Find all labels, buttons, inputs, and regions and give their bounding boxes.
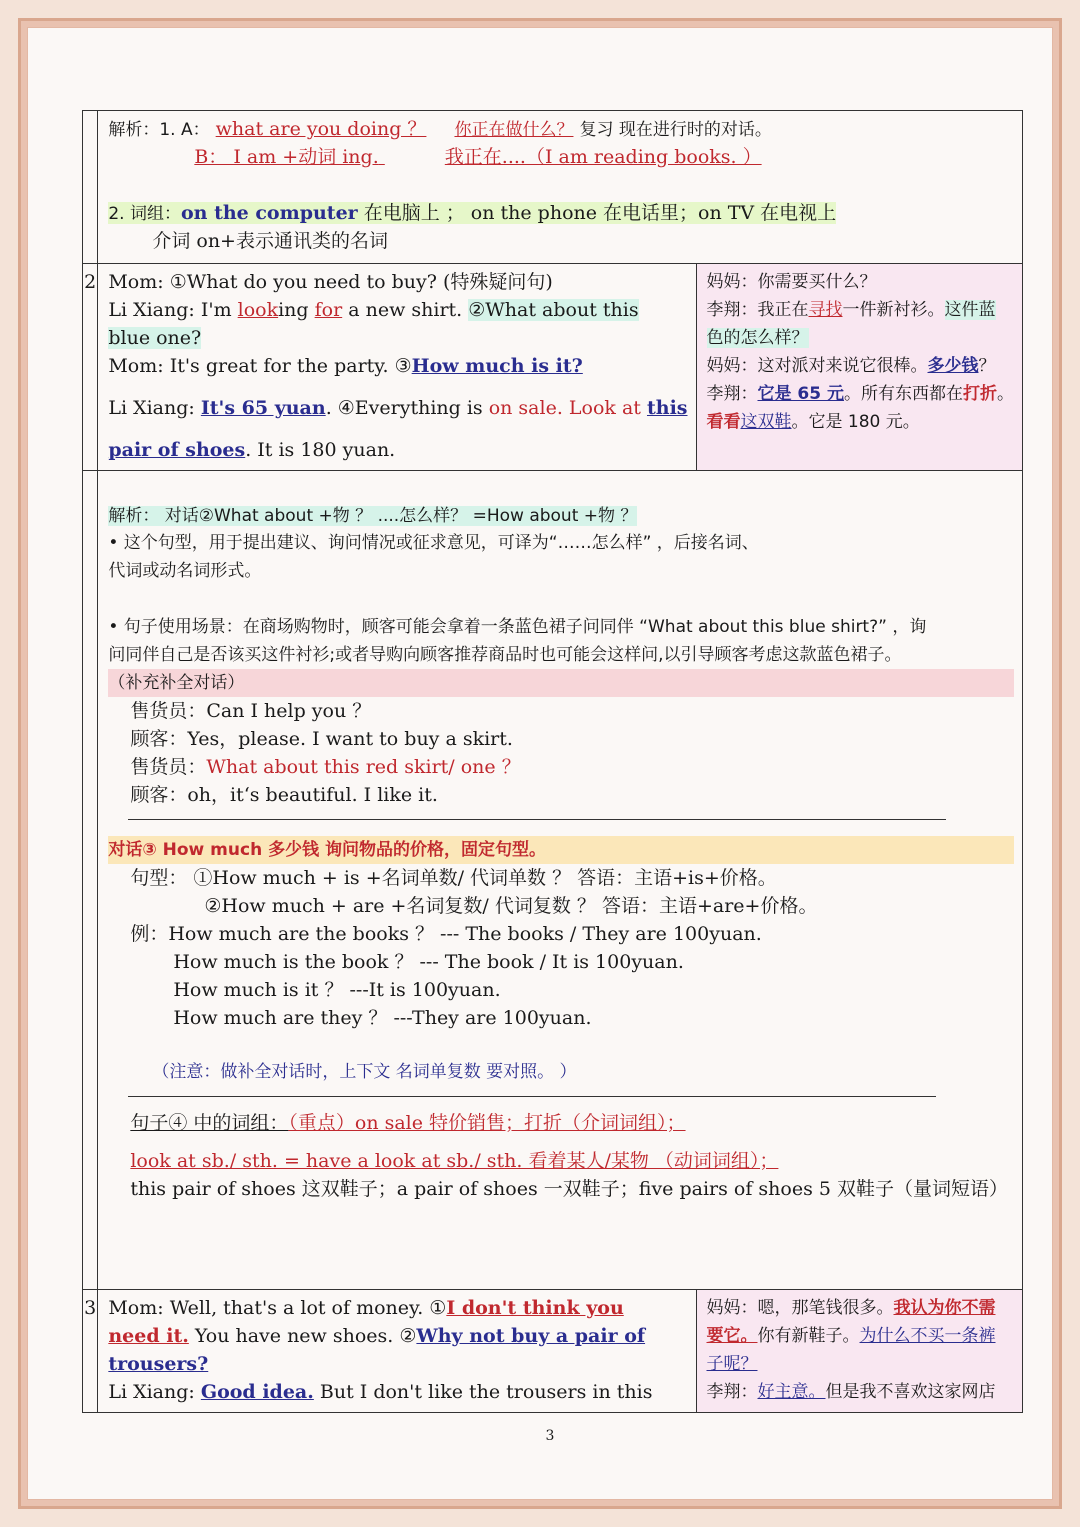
zh-everything: 。所有东西都在 xyxy=(844,384,963,404)
page-number: 3 xyxy=(545,1428,555,1444)
d3-line-3 xyxy=(108,1350,687,1378)
dialogue3-zh-cell xyxy=(696,1290,1023,1413)
question-translation: 你正在做什么？ xyxy=(454,120,574,140)
page-frame xyxy=(18,18,1062,1509)
i-dont-think: I don't think you xyxy=(446,1297,624,1319)
on-sale-phrase: （重点）on sale 特价销售；打折（介词词组）； xyxy=(288,1112,686,1134)
analysis-cell-2 xyxy=(98,471,1023,1290)
zh-65-yuan: 它是 65 元 xyxy=(757,384,844,404)
look-at: . Look at xyxy=(556,397,647,419)
row-number-empty xyxy=(83,111,98,264)
example-2: How much is the book ？ --- The book / It is 100yuan. xyxy=(173,951,684,973)
dialogue-line-5 xyxy=(108,394,687,422)
marker-1: ① xyxy=(429,1297,447,1319)
scenario-line-1: • 句子使用场景：在商场购物时，顾客可能会拿着一条蓝色裙子问同伴 “What about this blue shirt?” ，询 xyxy=(108,617,927,637)
marker-2: ② xyxy=(399,1325,417,1347)
clerk-line-1: 售货员：Can I help you ？ xyxy=(130,700,372,722)
zh-li-xiang: 李翔： xyxy=(706,1382,758,1402)
customer-line-2: 顾客：oh，it‘s beautiful. I like it. xyxy=(130,784,438,806)
text-new-shirt: a new shirt. xyxy=(342,299,469,321)
word-look: look xyxy=(237,299,279,321)
example-3: How much is it ？ ---It is 100yuan. xyxy=(173,979,501,1001)
zh-period: 。 xyxy=(997,384,1014,404)
zh-on-sale: 打折 xyxy=(963,384,997,404)
zh-trousers: 子呢？ xyxy=(706,1354,758,1374)
analysis-row-2 xyxy=(83,471,1023,1290)
what-about-red-skirt: What about this red skirt/ one ？ xyxy=(206,756,521,778)
dialogue-line-1: Mom: ①What do you need to buy? (特殊疑问句) xyxy=(108,271,553,293)
worksheet xyxy=(82,110,1023,1413)
dialogue-line-4 xyxy=(108,352,687,380)
phrase-on-computer: on the computer xyxy=(180,202,358,224)
speaker-li-xiang: Li Xiang: I'm xyxy=(108,299,238,321)
zh-line-5 xyxy=(707,380,1015,408)
pattern-1: 句型： ①How much + is +名词单数/ 代词单数 ？ 答语：主语+is+价格。 xyxy=(130,867,777,889)
zh-look-at: 看看 xyxy=(706,412,741,432)
d3-line-4 xyxy=(108,1378,687,1406)
answer-example: 我正在....（I am reading books. ） xyxy=(444,146,762,168)
speaker-li-xiang-2: Li Xiang: xyxy=(108,397,201,419)
need-it: need it. xyxy=(108,1325,189,1347)
zh-mom-great: 妈妈：这对派对来说它很棒。 xyxy=(706,356,928,376)
dialogue3-en-cell xyxy=(98,1290,696,1413)
row-number-3: 3 xyxy=(83,1290,98,1413)
row-number: 2 xyxy=(83,264,98,471)
phrase-4-label: 句子④ 中的词组： xyxy=(130,1112,289,1134)
analysis1-line1 xyxy=(108,115,1014,143)
dialogue-zh-cell xyxy=(696,264,1023,471)
zh-line-4 xyxy=(707,352,1015,380)
zh-how-about: 色的怎么样？ xyxy=(706,328,809,348)
good-idea: Good idea. xyxy=(200,1381,314,1403)
d3-line-2 xyxy=(108,1322,687,1350)
phrase-label: 2. 词组： xyxy=(108,204,181,224)
how-much-heading: 对话③ How much 多少钱 询问物品的价格，固定句型。 xyxy=(108,836,1014,864)
word-ing: ing xyxy=(278,299,315,321)
zh-this-blue: 这件蓝 xyxy=(944,300,996,320)
row-number-empty-2 xyxy=(83,471,98,1290)
phrase-4-line xyxy=(108,1109,1014,1137)
zh-line-1: 妈妈：你需要买什么？ xyxy=(706,272,877,292)
pair-of-shoes: pair of shoes xyxy=(108,439,246,461)
zh-line-6 xyxy=(707,408,1015,436)
zh-new-shoes: 你有新鞋子。 xyxy=(757,1326,860,1346)
preposition-note: 介词 on+表示通讯类的名词 xyxy=(152,230,388,252)
dialogue-line-2 xyxy=(108,296,687,324)
zh-how-much: 多少钱 xyxy=(927,356,979,376)
zh-why-not: 为什么不买一条裤 xyxy=(859,1326,996,1346)
zh-line-3 xyxy=(707,324,1015,352)
zh-line-2 xyxy=(707,296,1015,324)
mom-great: Mom: It's great for the party. xyxy=(108,355,395,377)
marker-3: ③ xyxy=(394,355,412,377)
example-4: How much are they ？ ---They are 100yuan. xyxy=(173,1007,592,1029)
question-phrase: what are you doing ？ xyxy=(215,118,427,140)
analysis1-line2 xyxy=(108,143,1014,171)
new-shoes: You have new shoes. xyxy=(188,1325,400,1347)
customer-line-1: 顾客：Yes，please. I want to buy a skirt. xyxy=(130,728,513,750)
scenario-line-2: 问同伴自己是否该买这件衬衫;或者导购向顾客推荐商品时也可能会这样问,以引导顾客考虑这款蓝色裙子。 xyxy=(108,645,902,665)
dialogue-row-2 xyxy=(83,264,1023,471)
dont-like-trousers: But I don't like the trousers in this xyxy=(313,1381,653,1403)
d3-zh-3 xyxy=(707,1350,1015,1378)
divider-2 xyxy=(128,1096,936,1097)
page xyxy=(27,27,1053,1500)
clerk-line-2 xyxy=(108,753,1014,781)
answer-pattern: B： I am +动词 ing. xyxy=(194,146,379,168)
zh-180-yuan: 。它是 180 元。 xyxy=(791,412,920,432)
clerk-label: 售货员： xyxy=(130,756,207,778)
dialogue-line-6 xyxy=(108,436,687,464)
dialogue-row-3 xyxy=(83,1290,1023,1413)
why-not-buy: Why not buy a pair of xyxy=(416,1325,646,1347)
what-about-heading: 解析： 对话②What about +物 ？ ....怎么样？ =How about +物 ？ xyxy=(108,506,638,526)
zh-dont-like: 但是我不喜欢这家网店 xyxy=(825,1382,996,1402)
zh-need-it: 要它。 xyxy=(706,1326,758,1346)
example-1: 例：How much are the books ？ --- The books / They are 100yuan. xyxy=(130,923,762,945)
it-is-180: . It is 180 yuan. xyxy=(245,439,396,461)
pattern-2: ②How much + are +名词复数/ 代词复数 ？ 答语：主语+are+价格。 xyxy=(204,895,818,917)
divider-1 xyxy=(128,819,946,820)
trousers: trousers? xyxy=(108,1353,209,1375)
li-xiang-3: Li Xiang: xyxy=(108,1381,201,1403)
review-note: 复习 现在进行时的对话。 xyxy=(579,120,772,140)
usage-note-2: 代词或动名词形式。 xyxy=(108,561,262,581)
phrase-list: 在电脑上 ； on the phone 在电话里；on TV 在电视上 xyxy=(357,202,837,224)
pair-of-shoes-phrase: this pair of shoes 这双鞋子；a pair of shoes 一双鞋子；five pairs of shoes 5 双鞋子（量词短语） xyxy=(130,1178,1009,1200)
on-sale: on sale xyxy=(488,397,557,419)
zh-qmark: ？ xyxy=(978,356,996,376)
usage-note-1: • 这个句型，用于提出建议、询问情况或征求意见，可译为“……怎么样” ，后接名词、 xyxy=(108,533,759,553)
analysis-cell-1 xyxy=(98,111,1023,264)
word-for: for xyxy=(314,299,343,321)
zh-dont-need: 我认为你不需 xyxy=(893,1298,996,1318)
d3-zh-4 xyxy=(707,1378,1015,1406)
d3-line-1 xyxy=(108,1294,687,1322)
lesson-table xyxy=(82,110,1023,1413)
zh-speaker-2: 李翔： xyxy=(706,384,758,404)
dialogue-line-3 xyxy=(108,324,687,352)
mom-money: Mom: Well, that's a lot of money. xyxy=(108,1297,430,1319)
look-at-phrase: look at sb./ sth. = have a look at sb./ sth. 看着某人/某物 （动词词组）； xyxy=(130,1150,779,1172)
blue-one: blue one? xyxy=(108,327,202,349)
its-65-yuan: It's 65 yuan xyxy=(200,397,326,419)
d3-zh-2 xyxy=(707,1322,1015,1350)
zh-speaker: 李翔：我正在 xyxy=(706,300,809,320)
how-much-is-it: How much is it? xyxy=(411,355,583,377)
zh-look-for: 寻找 xyxy=(808,300,843,320)
zh-these-shoes: 这双鞋 xyxy=(740,412,792,432)
complete-dialogue-label: （补充补全对话） xyxy=(108,669,1014,697)
analysis-row-1 xyxy=(83,111,1023,264)
d3-zh-1 xyxy=(707,1294,1015,1322)
what-about-this: ②What about this xyxy=(468,299,639,321)
everything-is: . ④Everything is xyxy=(325,397,489,419)
dialogue-en-cell xyxy=(98,264,696,471)
analysis1-line3 xyxy=(108,199,1014,227)
attention-note: （注意：做补全对话时，上下文 名词单复数 要对照。 ） xyxy=(152,1062,577,1082)
zh-new-shirt: 一件新衬衫。 xyxy=(842,300,945,320)
what-about-analysis xyxy=(108,501,1014,529)
analysis-label: 解析：1. A： xyxy=(108,120,210,140)
this-word: this xyxy=(646,397,688,419)
zh-good-idea: 好主意。 xyxy=(757,1382,826,1402)
zh-mom-money: 妈妈：嗯，那笔钱很多。 xyxy=(706,1298,894,1318)
